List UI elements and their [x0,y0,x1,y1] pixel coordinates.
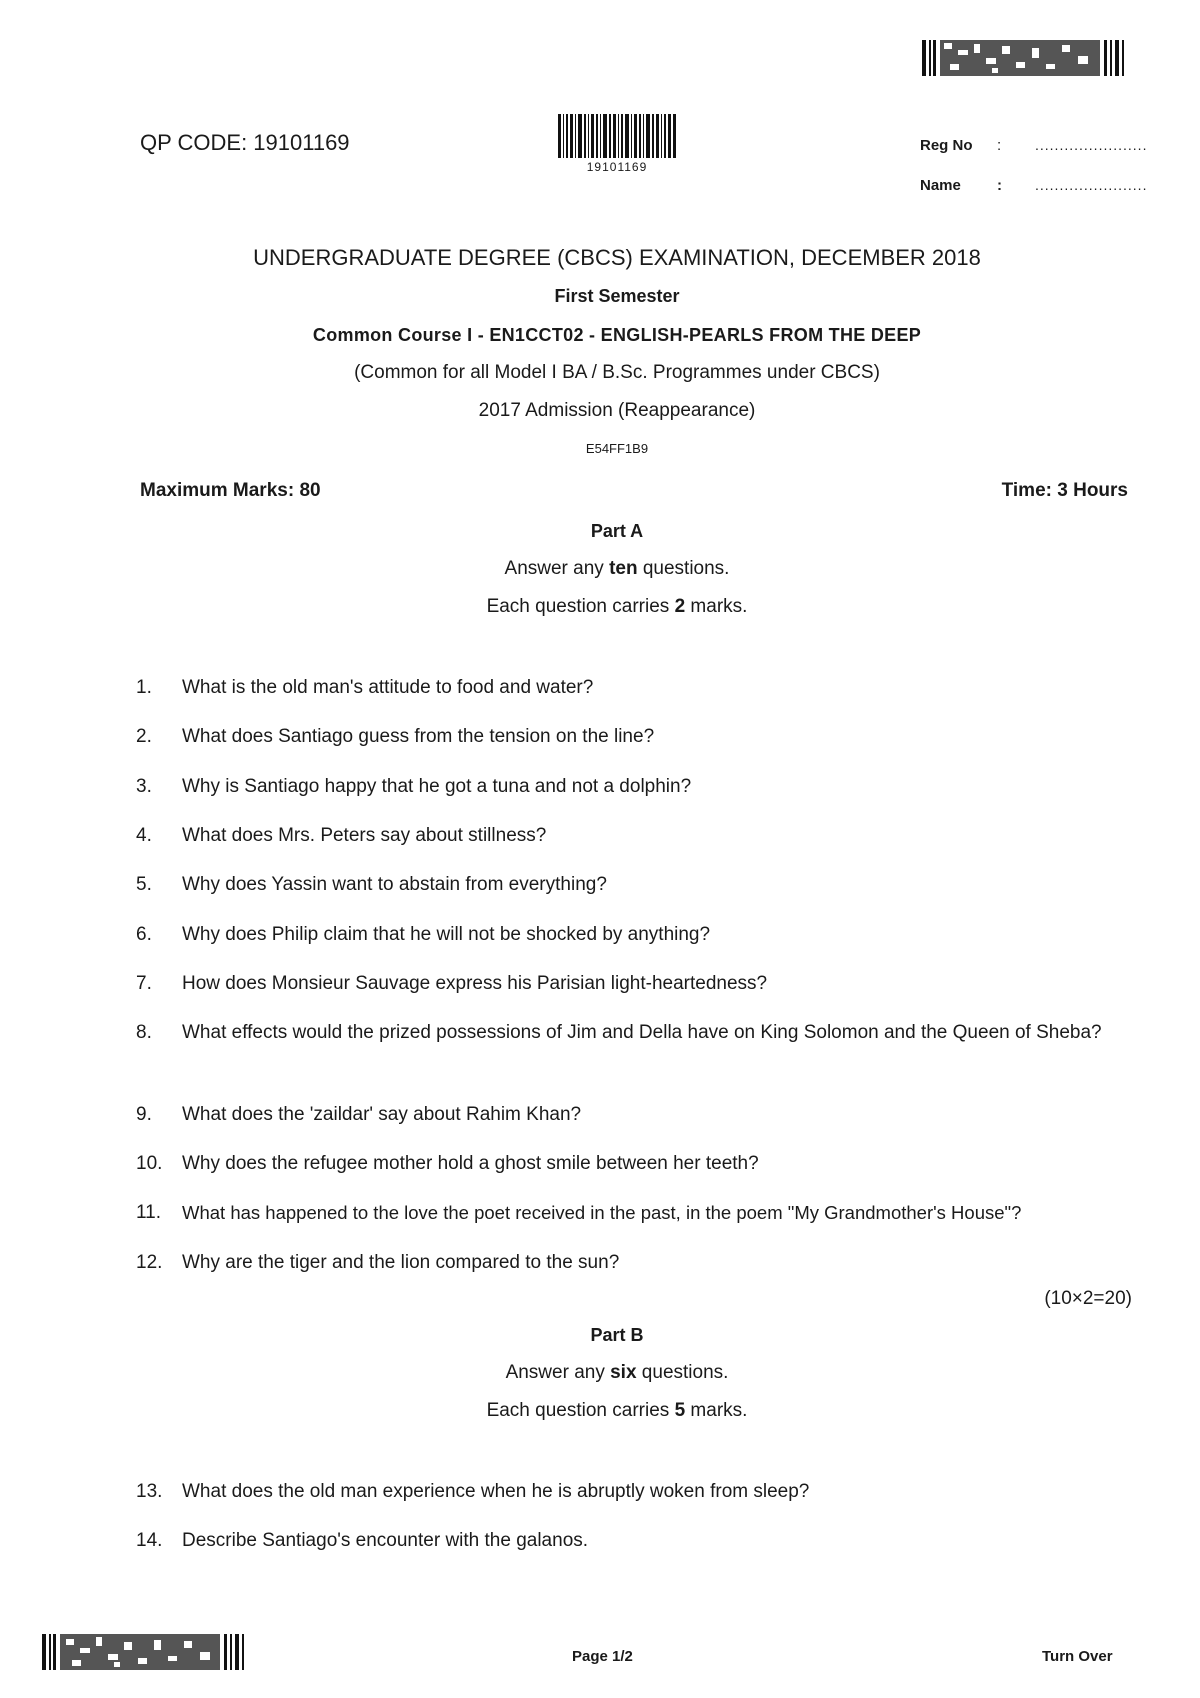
name-colon: : [997,177,1002,194]
qp-code: QP CODE: 19101169 [140,130,350,155]
part-b-instruction-2: Each question carries 5 marks. [486,1400,748,1421]
course-title: Common Course I - EN1CCT02 - ENGLISH-PEARLS FROM THE DEEP [312,325,922,345]
reg-no-colon: : [997,137,1002,154]
name-blank: ....................... [1035,177,1148,193]
barcode-number: 19101169 [586,160,648,174]
part-a-marks: (10×2=20) [1044,1288,1132,1309]
max-marks: Maximum Marks: 80 [140,480,321,501]
part-a-instruction-2: Each question carries 2 marks. [486,596,748,617]
exam-time: Time: 3 Hours [1001,480,1128,501]
admission: 2017 Admission (Reappearance) [478,400,756,421]
paper-code: E54FF1B9 [585,441,649,456]
center-barcode-icon [558,114,676,158]
common-for: (Common for all Model I BA / B.Sc. Programmes under CBCS) [354,362,880,383]
part-b-instruction-1: Answer any six questions. [505,1362,729,1383]
semester: First Semester [554,286,680,306]
name-label: Name [920,177,961,194]
exam-title: UNDERGRADUATE DEGREE (CBCS) EXAMINATION, DECEMBER 2018 [253,245,981,270]
part-a-title: Part A [590,521,644,541]
bottom-left-barcode-icon [42,1634,248,1670]
reg-no-blank: ....................... [1035,137,1148,153]
part-a-instruction-1: Answer any ten questions. [504,558,730,579]
turn-over: Turn Over [1042,1648,1113,1665]
part-b-title: Part B [590,1325,644,1345]
page-number: Page 1/2 [572,1648,633,1665]
top-right-barcode-icon [922,40,1128,76]
reg-no-label: Reg No [920,137,973,154]
question-item: 8. What effects would the prized possessions of Jim and Della have on King Solomon and the Queen of Sheba? [136,1022,1102,1043]
